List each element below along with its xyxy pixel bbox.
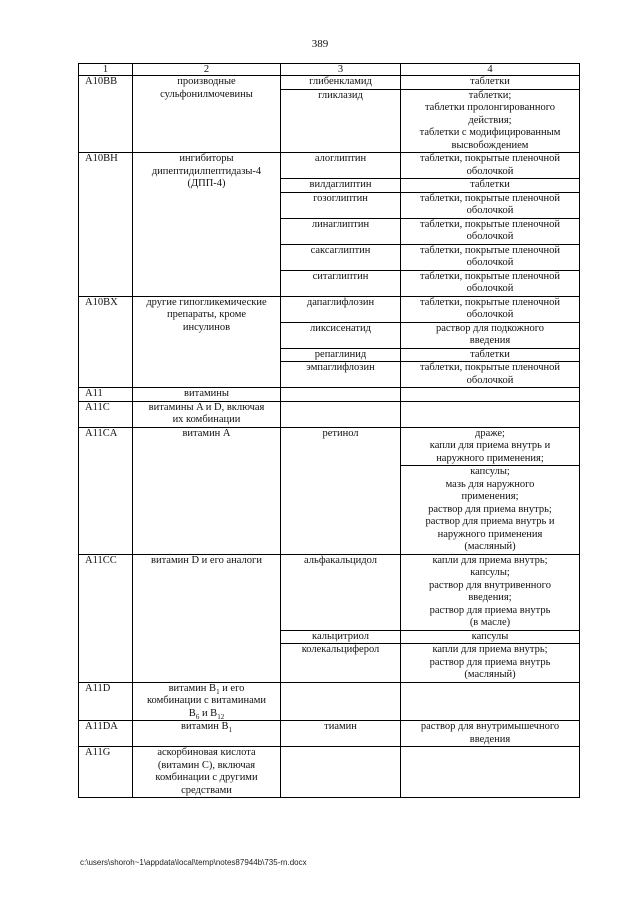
cell-line: раствор для внутривенного — [429, 579, 551, 591]
cell-line: аскорбиновая кислота — [157, 747, 256, 758]
text: B — [188, 707, 196, 719]
atc-code-cell: A10BX — [79, 296, 133, 388]
cell-line: производные — [177, 76, 236, 87]
dosage-form-cell — [401, 76, 580, 90]
drug-name-cell: саксаглиптин — [281, 244, 401, 270]
cell-line: таблетки пролонгированного — [424, 102, 556, 113]
cell-line: сульфонилмочевины — [160, 88, 253, 100]
table-row — [79, 401, 580, 427]
table-row — [79, 76, 580, 90]
cell-line: таблетки, покрытые пленочной — [419, 362, 560, 373]
cell-line: капсулы — [471, 630, 509, 642]
cell-line: таблетки, покрытые пленочной — [419, 153, 560, 164]
drug-name-cell — [281, 388, 401, 402]
drug-table — [78, 63, 580, 798]
atc-code-cell: A11C — [79, 401, 133, 427]
drug-name-cell: глибенкламид — [281, 76, 401, 90]
cell-line: капли для приема внутрь; — [432, 644, 548, 655]
cell-line: капсулы; — [470, 567, 510, 578]
table-row — [79, 721, 580, 747]
group-cell — [133, 76, 281, 153]
table-row — [79, 388, 580, 402]
header-cell-4: 4 — [401, 64, 580, 76]
dosage-form-cell — [401, 554, 580, 630]
dosage-form-cell — [401, 192, 580, 218]
cell-line: таблетки; — [468, 89, 512, 101]
drug-name-cell: линаглиптин — [281, 218, 401, 244]
cell-line: действия; — [468, 114, 512, 126]
drug-name-cell: репаглинид — [281, 348, 401, 362]
cell-line: (в масле) — [469, 617, 511, 628]
atc-code-cell: A11 — [79, 388, 133, 402]
cell-line: оболочкой — [466, 231, 514, 242]
atc-code-cell: A11D — [79, 682, 133, 721]
drug-name-cell — [281, 747, 401, 798]
dosage-form-cell — [401, 296, 580, 322]
cell-line: оболочкой — [466, 205, 514, 216]
header-cell-3: 3 — [281, 64, 401, 76]
cell-line: оболочкой — [466, 165, 514, 177]
cell-line: таблетки, покрытые пленочной — [419, 218, 560, 230]
atc-code-cell: A11CC — [79, 554, 133, 682]
text: витамин B — [168, 682, 217, 694]
cell-line: (ДПП-4) — [187, 178, 226, 189]
subscript: 6 — [195, 712, 200, 721]
dosage-form-cell — [401, 427, 580, 466]
table-row — [79, 682, 580, 721]
drug-name-cell: ретинол — [281, 427, 401, 554]
atc-code-cell: A11CA — [79, 427, 133, 554]
group-cell — [133, 296, 281, 388]
cell-line: таблетки, покрытые пленочной — [419, 244, 560, 256]
cell-line: оболочкой — [466, 283, 514, 294]
group-cell — [133, 153, 281, 297]
cell-line — [135, 721, 278, 734]
cell-line: оболочкой — [466, 309, 514, 320]
dosage-form-cell — [401, 747, 580, 798]
cell-line: раствор для приема внутрь — [429, 604, 551, 616]
drug-name-cell: ликсисенатид — [281, 322, 401, 348]
cell-line: витамин D и его аналоги — [151, 554, 262, 566]
group-cell — [133, 401, 281, 427]
cell-line: раствор для подкожного — [435, 322, 545, 334]
cell-line: таблетки — [470, 179, 510, 190]
dosage-form-cell — [401, 244, 580, 270]
cell-line: таблетки, покрытые пленочной — [419, 296, 560, 308]
header-cell-1: 1 — [79, 64, 133, 76]
table-row — [79, 427, 580, 466]
drug-name-cell: алоглиптин — [281, 153, 401, 179]
cell-line: таблетки с модифицированным — [419, 127, 561, 138]
drug-name-cell: альфакальцидол — [281, 554, 401, 630]
cell-line: витамин A — [182, 427, 231, 439]
text: и B — [199, 707, 218, 719]
cell-line: оболочкой — [466, 257, 514, 268]
cell-line: ингибиторы — [179, 153, 234, 164]
dosage-form-cell — [401, 644, 580, 683]
dosage-form-cell — [401, 348, 580, 362]
drug-name-cell: ситаглиптин — [281, 270, 401, 296]
dosage-form-cell — [401, 466, 580, 555]
subscript: 12 — [217, 712, 225, 721]
cell-line: применения; — [461, 491, 519, 502]
dosage-form-cell — [401, 322, 580, 348]
cell-line: таблетки, покрытые пленочной — [419, 270, 560, 282]
cell-line: комбинации с витаминами — [146, 695, 267, 706]
group-cell — [133, 682, 281, 721]
cell-line: наружного применения; — [436, 452, 544, 464]
dosage-form-cell — [401, 682, 580, 721]
cell-line: раствор для приема внутрь; — [428, 503, 552, 515]
subscript: 1 — [216, 687, 220, 696]
drug-name-cell: гликлазид — [281, 89, 401, 153]
cell-line: оболочкой — [466, 374, 514, 386]
cell-line: раствор для внутримышечного — [420, 721, 560, 732]
group-cell — [133, 747, 281, 798]
dosage-form-cell — [401, 270, 580, 296]
group-cell — [133, 427, 281, 554]
cell-line: капли для приема внутрь и — [429, 440, 551, 451]
cell-line: раствор для приема внутрь и — [425, 516, 555, 527]
cell-line: введения; — [468, 592, 512, 603]
dosage-form-cell — [401, 89, 580, 153]
cell-line: высвобождением — [451, 139, 529, 151]
cell-line: (витамин C), включая — [157, 759, 256, 771]
table-row — [79, 296, 580, 322]
dosage-form-cell — [401, 721, 580, 747]
cell-line: витамины — [184, 388, 229, 399]
page-number: 389 — [311, 38, 329, 50]
drug-name-cell: колекальциферол — [281, 644, 401, 683]
drug-name-cell: кальцитриол — [281, 630, 401, 644]
cell-line: введения — [469, 733, 511, 745]
cell-line: драже; — [475, 427, 505, 439]
cell-line: введения — [469, 335, 511, 346]
atc-code-cell: A11G — [79, 747, 133, 798]
group-cell — [133, 721, 281, 747]
table-row — [79, 153, 580, 179]
dosage-form-cell — [401, 401, 580, 427]
cell-line: средствами — [181, 784, 232, 796]
table-row — [79, 747, 580, 798]
cell-line: комбинации с другими — [155, 772, 258, 783]
cell-line: таблетки — [470, 348, 510, 360]
cell-line: капли для приема внутрь; — [432, 554, 548, 566]
cell-line — [135, 708, 278, 721]
dosage-form-cell — [401, 362, 580, 388]
group-cell — [133, 388, 281, 402]
cell-line: другие гипогликемические — [146, 296, 267, 308]
drug-name-cell: гозоглиптин — [281, 192, 401, 218]
cell-line: наружного применения — [437, 528, 543, 540]
cell-line: препараты, кроме — [166, 309, 247, 320]
cell-line: (масляный) — [464, 541, 516, 552]
group-cell — [133, 554, 281, 682]
subscript: 1 — [228, 726, 232, 735]
cell-line: инсулинов — [182, 321, 231, 333]
cell-line: (масляный) — [464, 669, 516, 680]
atc-code-cell: A10BB — [79, 76, 133, 153]
drug-name-cell — [281, 682, 401, 721]
dosage-form-cell — [401, 218, 580, 244]
drug-name-cell — [281, 401, 401, 427]
drug-name-cell: эмпаглифлозин — [281, 362, 401, 388]
dosage-form-cell — [401, 153, 580, 179]
atc-code-cell: A10BH — [79, 153, 133, 297]
cell-line: мазь для наружного — [445, 478, 535, 490]
atc-code-cell: A11DA — [79, 721, 133, 747]
cell-line: раствор для приема внутрь — [429, 656, 551, 668]
dosage-form-cell — [401, 630, 580, 644]
cell-line: дипептидилпептидазы-4 — [151, 165, 262, 177]
drug-name-cell: вилдаглиптин — [281, 179, 401, 193]
dosage-form-cell — [401, 388, 580, 402]
dosage-form-cell — [401, 179, 580, 193]
table-row — [79, 554, 580, 630]
text: витамин B — [181, 721, 229, 732]
cell-line: витамины A и D, включая — [148, 401, 265, 413]
cell-line — [135, 683, 278, 696]
cell-line: капсулы; — [470, 466, 510, 477]
drug-name-cell: тиамин — [281, 721, 401, 747]
text: и его — [219, 682, 245, 694]
drug-name-cell: дапаглифлозин — [281, 296, 401, 322]
cell-line: их комбинации — [172, 414, 241, 425]
footer-file-path: c:\users\shoroh~1\appdata\local\temp\notes87944b\735-rn.docx — [80, 858, 307, 867]
cell-line: таблетки — [470, 76, 510, 87]
cell-line: таблетки, покрытые пленочной — [419, 192, 560, 204]
header-cell-2: 2 — [133, 64, 281, 76]
table-header-row — [79, 64, 580, 76]
